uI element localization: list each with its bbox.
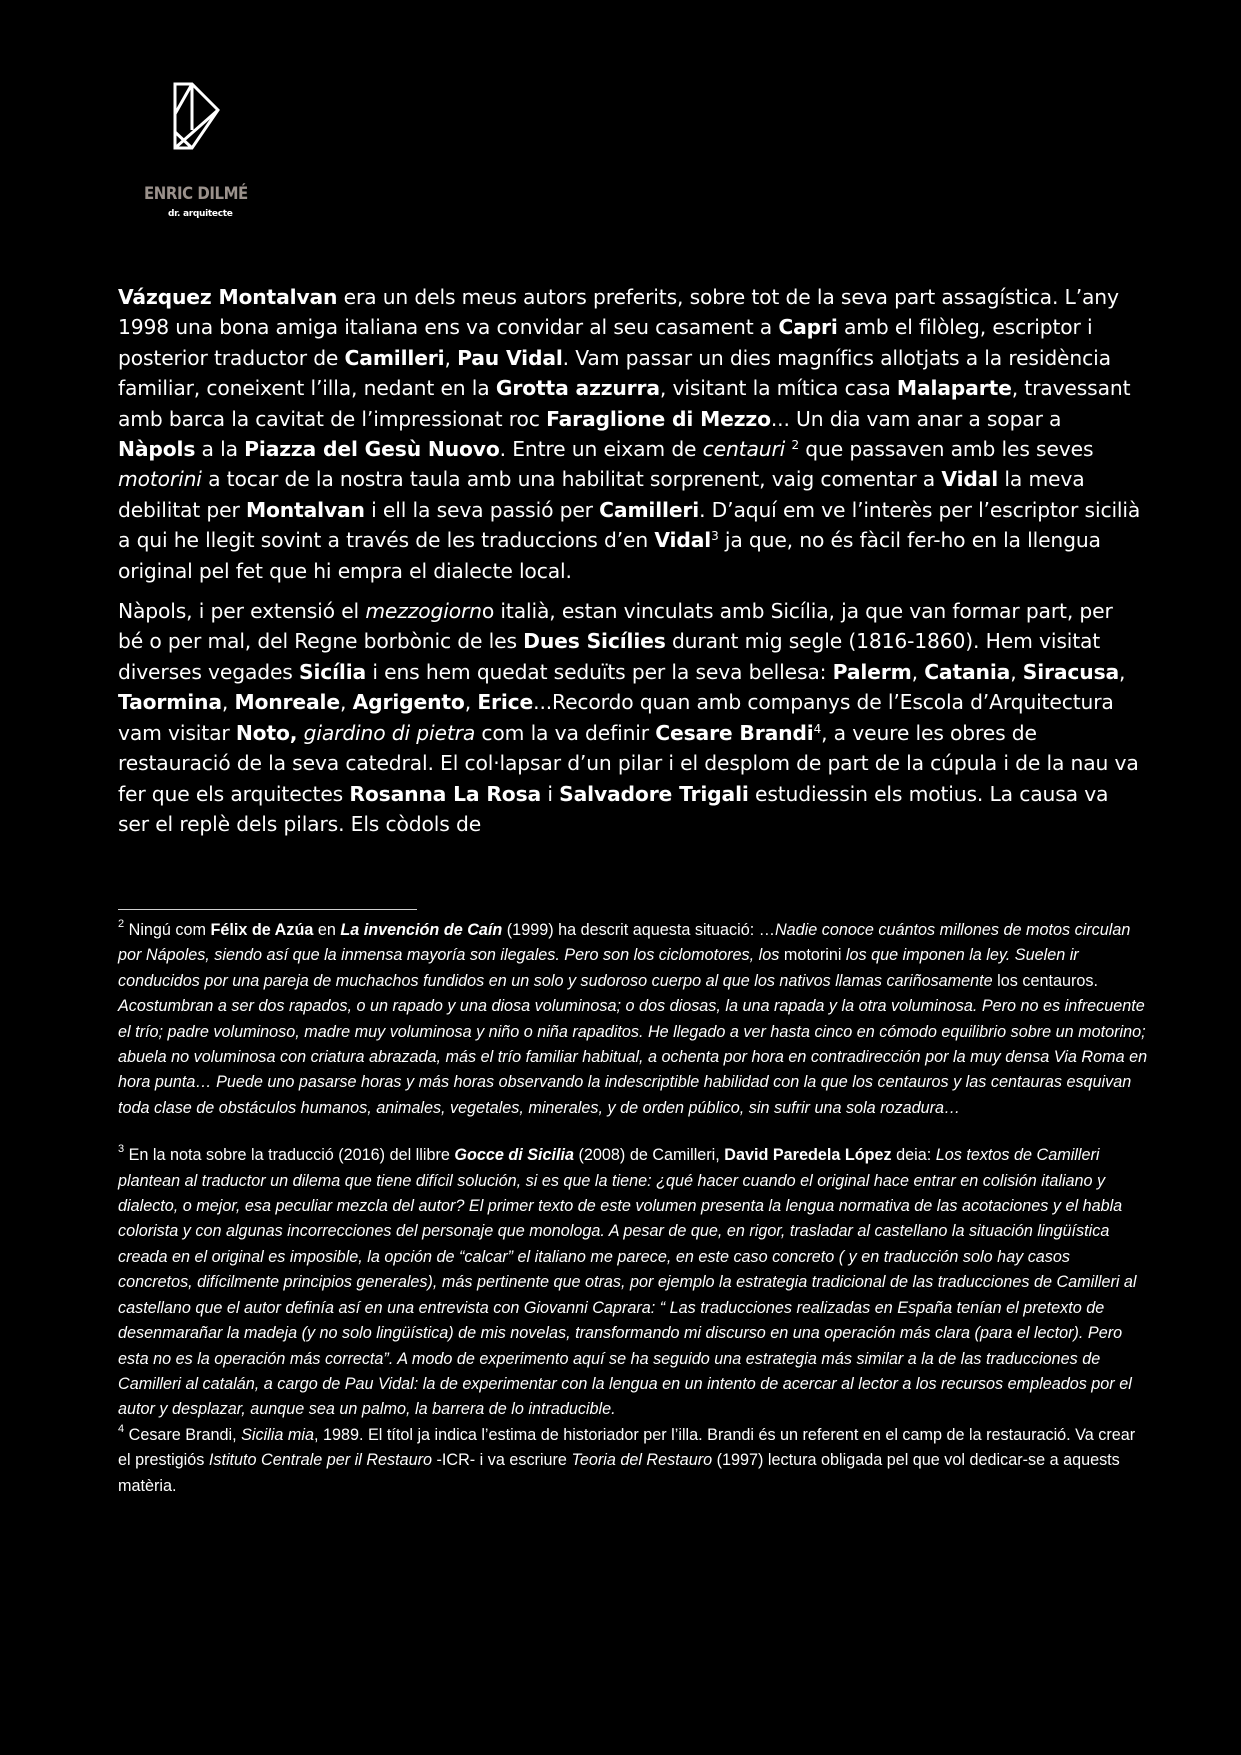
paragraph: [118, 282, 1143, 586]
footnote: [118, 1423, 1148, 1499]
emphasis-text: Los textos de Camilleri plantean al traductor un dilema que tiene difícil solución, si es que la tiene: ¿qué hacer cuando el original hace entrar en colisión italiano y dialecto, o mejor, esa peculiar mezcla del autor? El primer texto de este volumen presenta la lengua normativa de las acotaciones y el habla colorista y con algunas incorrecciones del personaje que monologa. A pesar de que, en rigor, trasladar al castellano la situación lingüística creada en el original es imposible, la opción de “calcar” el italiano me parece, en este caso concreto ( y en traducción solo hay casos concretos, difícilmente principios generales), más pertinente que otras, por ejemplo la estrategia tradicional de las traducciones de Camilleri al castellano que el autor definía así en una entrevista con Giovanni Caprara: “ Las traducciones realizadas en España tenían el pretexto de desenmarañar la madeja (y no solo lingüística) de mis novelas, transformando mi discurso en una operación más clara (para el lector). Pero esta no es la operación más correcta”. A modo de experimento aquí se ha seguido una estrategia más similar a la de las traducciones de Camilleri al catalán, a cargo de Pau Vidal: la de experimentar con la lengua en un intento de acercar al lector a los recursos empleados por el autor y desplazar, aunque sea un palmo, la barrera de lo intraducible.: [118, 1146, 1137, 1419]
emphasis-text: Rosanna La Rosa: [349, 781, 542, 806]
emphasis-text: Montalvan: [245, 497, 365, 522]
text-run: ,: [464, 690, 478, 715]
text-run: a la: [195, 437, 245, 462]
emphasis-text: Malaparte: [896, 376, 1012, 401]
text-run: En la nota sobre la traducció (2016) del llibre: [124, 1146, 455, 1165]
footnote: [118, 918, 1148, 1121]
emphasis-text: Cesare Brandi: [655, 720, 814, 745]
monogram-d-icon: [172, 82, 222, 152]
footnote-reference: 4: [813, 721, 822, 736]
text-run: , travessant amb barca la cavitat de l’impressionat roc: [118, 376, 1131, 431]
paragraph: [118, 596, 1143, 839]
footnotes: [118, 918, 1148, 1499]
emphasis-text: Capri: [778, 315, 838, 340]
footnote-reference: 2: [791, 438, 799, 453]
emphasis-text: Vidal: [654, 528, 712, 553]
footnote: [118, 1143, 1148, 1422]
footnote-number: 2: [118, 918, 125, 930]
emphasis-text: los que imponen la ley. Suelen ir conducidos por una pareja de muchachos fundidos en un solo y sudoroso cuerpo al que los nativos llamas cariñosamente: [118, 946, 1079, 990]
text-run: estudiessin els motius. La causa va ser el replè dels pilars. Els còdols de: [118, 781, 1109, 836]
emphasis-text: Nadie conoce cuántos millones de motos circulan por Nápoles, siendo así que la inmensa mayoría son ilegales. Pero son los ciclomotores, los: [118, 921, 1131, 965]
text-run: o italià, estan vinculats amb Sicília, ja que van formar part, per bé o per mal, del Regne borbònic de les: [118, 599, 1113, 654]
footnote-separator: [118, 909, 417, 910]
text-run: (2008) de Camilleri,: [574, 1146, 725, 1165]
emphasis-text: Pau Vidal: [457, 345, 563, 370]
emphasis-text: Siracusa: [1022, 659, 1120, 684]
footnote-text: [118, 921, 1147, 1117]
emphasis-text: mezzogiorn: [365, 599, 482, 624]
text-run: ,: [221, 690, 235, 715]
emphasis-text: Palerm: [832, 659, 912, 684]
text-run: que passaven amb les seves: [798, 437, 1094, 462]
emphasis-text: Agrigento: [352, 690, 465, 715]
text-run: ,: [1010, 659, 1023, 684]
text-run: la meva debilitat per: [118, 467, 1085, 522]
text-run: ja que, no és fàcil fer-ho en la llengua original pel fet que hi empra el dialecte local.: [118, 528, 1101, 583]
text-run: i: [541, 781, 560, 806]
footnote-number: 4: [118, 1422, 125, 1435]
text-run: durant mig segle (1816-1860). Hem visitat diverses vegades: [118, 629, 1101, 684]
text-run: . Vam passar un dies magnífics allotjats a la residència familiar, coneixent l’illa, nedant en la: [118, 345, 1111, 401]
text-run: com la va definir: [475, 720, 656, 745]
text-run: a tocar de la nostra taula amb una habilitat sorprenent, vaig comentar a: [201, 467, 942, 492]
body-text: [118, 282, 1143, 849]
text-run: en: [313, 921, 341, 939]
text-run: . D’aquí em ve l’interès per l’escriptor sicilià a qui he llegit sovint a través de les traduccions d’en: [118, 497, 1141, 553]
text-run: ... Un dia vam anar a sopar a: [770, 406, 1062, 431]
text-run: ,: [911, 659, 925, 684]
emphasis-text: Félix de Azúa: [210, 921, 314, 939]
emphasis-text: David Paredela López: [724, 1146, 892, 1165]
text-run: deia:: [891, 1146, 936, 1165]
emphasis-text: giardino di pietra: [303, 720, 476, 745]
text-run: (1999) ha descrit aquesta situació: …: [502, 921, 775, 939]
emphasis-text: Dues Sicílies: [523, 629, 666, 654]
text-run: ,: [339, 690, 353, 715]
text-run: , 1989. El títol ja indica l’estima de historiador per l’illa. Brandi és un referent en el camp de la restauració. Va crear el prestigiós: [118, 1425, 1136, 1470]
text-run: i ens hem quedat seduïts per la seva bellesa:: [366, 659, 833, 684]
emphasis-text: Erice: [477, 690, 534, 715]
footnote-text: [118, 1146, 1137, 1418]
emphasis-text: Noto,: [235, 720, 298, 745]
text-run: Ningú com: [124, 921, 211, 939]
emphasis-text: Istituto Centrale per il Restauro: [208, 1451, 433, 1470]
emphasis-text: Camilleri: [599, 497, 700, 522]
text-run: -ICR- i va escriure: [432, 1451, 572, 1470]
footnote-number: 3: [118, 1143, 125, 1156]
text-run: i ell la seva passió per: [364, 497, 600, 522]
text-run: ,: [444, 345, 458, 370]
emphasis-text: Sicilia mia: [241, 1425, 314, 1444]
emphasis-text: Monreale: [234, 690, 340, 715]
emphasis-text: Grotta azzurra: [495, 376, 660, 401]
emphasis-text: Piazza del Gesù Nuovo: [244, 437, 500, 462]
footnote-text: [118, 1426, 1135, 1495]
emphasis-text: motorini: [118, 467, 202, 492]
text-run: ,: [1119, 659, 1126, 684]
text-run: ...Recordo quan amb companys de l’Escola d’Arquitectura vam visitar: [118, 690, 1114, 745]
text-run: amb el filòleg, escriptor i posterior traductor de: [118, 315, 1093, 370]
text-run: motorini: [779, 946, 846, 965]
emphasis-text: Taormina: [118, 690, 222, 715]
emphasis-text: Vázquez Montalvan: [118, 285, 338, 309]
text-run: , a veure les obres de restauració de la seva catedral. El col·lapsar d’un pilar i el desplom de part de la cúpula i de la nau va fer que els arquitectes: [118, 720, 1139, 806]
emphasis-text: Camilleri: [344, 345, 445, 370]
emphasis-text: Gocce di Sicilia: [454, 1146, 575, 1165]
text-run: (1997) lectura obligada pel que vol dedicar-se a aquests matèria.: [118, 1451, 1120, 1495]
text-run: Cesare Brandi,: [124, 1425, 242, 1444]
emphasis-text: centauri: [702, 437, 786, 462]
emphasis-text: La invención de Caín: [340, 921, 503, 939]
emphasis-text: Vidal: [941, 467, 999, 492]
footnote-reference: 3: [711, 529, 719, 544]
text-run: , visitant la mítica casa: [659, 376, 897, 401]
emphasis-text: Nàpols: [118, 437, 196, 462]
emphasis-text: Teoria del Restauro: [571, 1451, 713, 1470]
text-run: era un dels meus autors preferits, sobre tot de la seva part assagística. L’any 1998 una bona amiga italiana ens va convidar al seu casament a: [118, 285, 1119, 340]
logo-subtitle: dr. arquitecte: [168, 209, 233, 219]
logo-name: ENRIC DILMÉ: [144, 184, 248, 204]
emphasis-text: Sicília: [298, 659, 367, 684]
emphasis-text: Salvadore Trigali: [559, 781, 749, 806]
text-run: los centauros.: [992, 971, 1098, 990]
logo: [140, 82, 260, 219]
emphasis-text: Catania: [924, 659, 1011, 684]
emphasis-text: Faraglione di Mezzo: [546, 406, 771, 431]
text-run: Nàpols, i per extensió el: [118, 599, 366, 624]
emphasis-text: Acostumbran a ser dos rapados, o un rapado y una diosa voluminosa; o dos diosas, la una rapada y la otra voluminosa. Pero no es infrecuente el trío; padre voluminoso, madre muy voluminosa y niño o niña rapaditos. He llegado a ver hasta cinco en cómodo equilibrio sobre un motorino; abuela no voluminosa con criatura abrazada, más el trío familiar habitual, a ochenta por hora en contradirección por la muy densa Via Roma en hora punta… Puede uno pasarse horas y más horas observando la indescriptible habilidad con la que los centauros y las centauras esquivan toda clase de obstáculos humanos, animales, vegetales, minerales, y de orden público, sin sufrir una sola rozadura…: [118, 997, 1148, 1117]
text-run: . Entre un eixam de: [499, 437, 703, 462]
